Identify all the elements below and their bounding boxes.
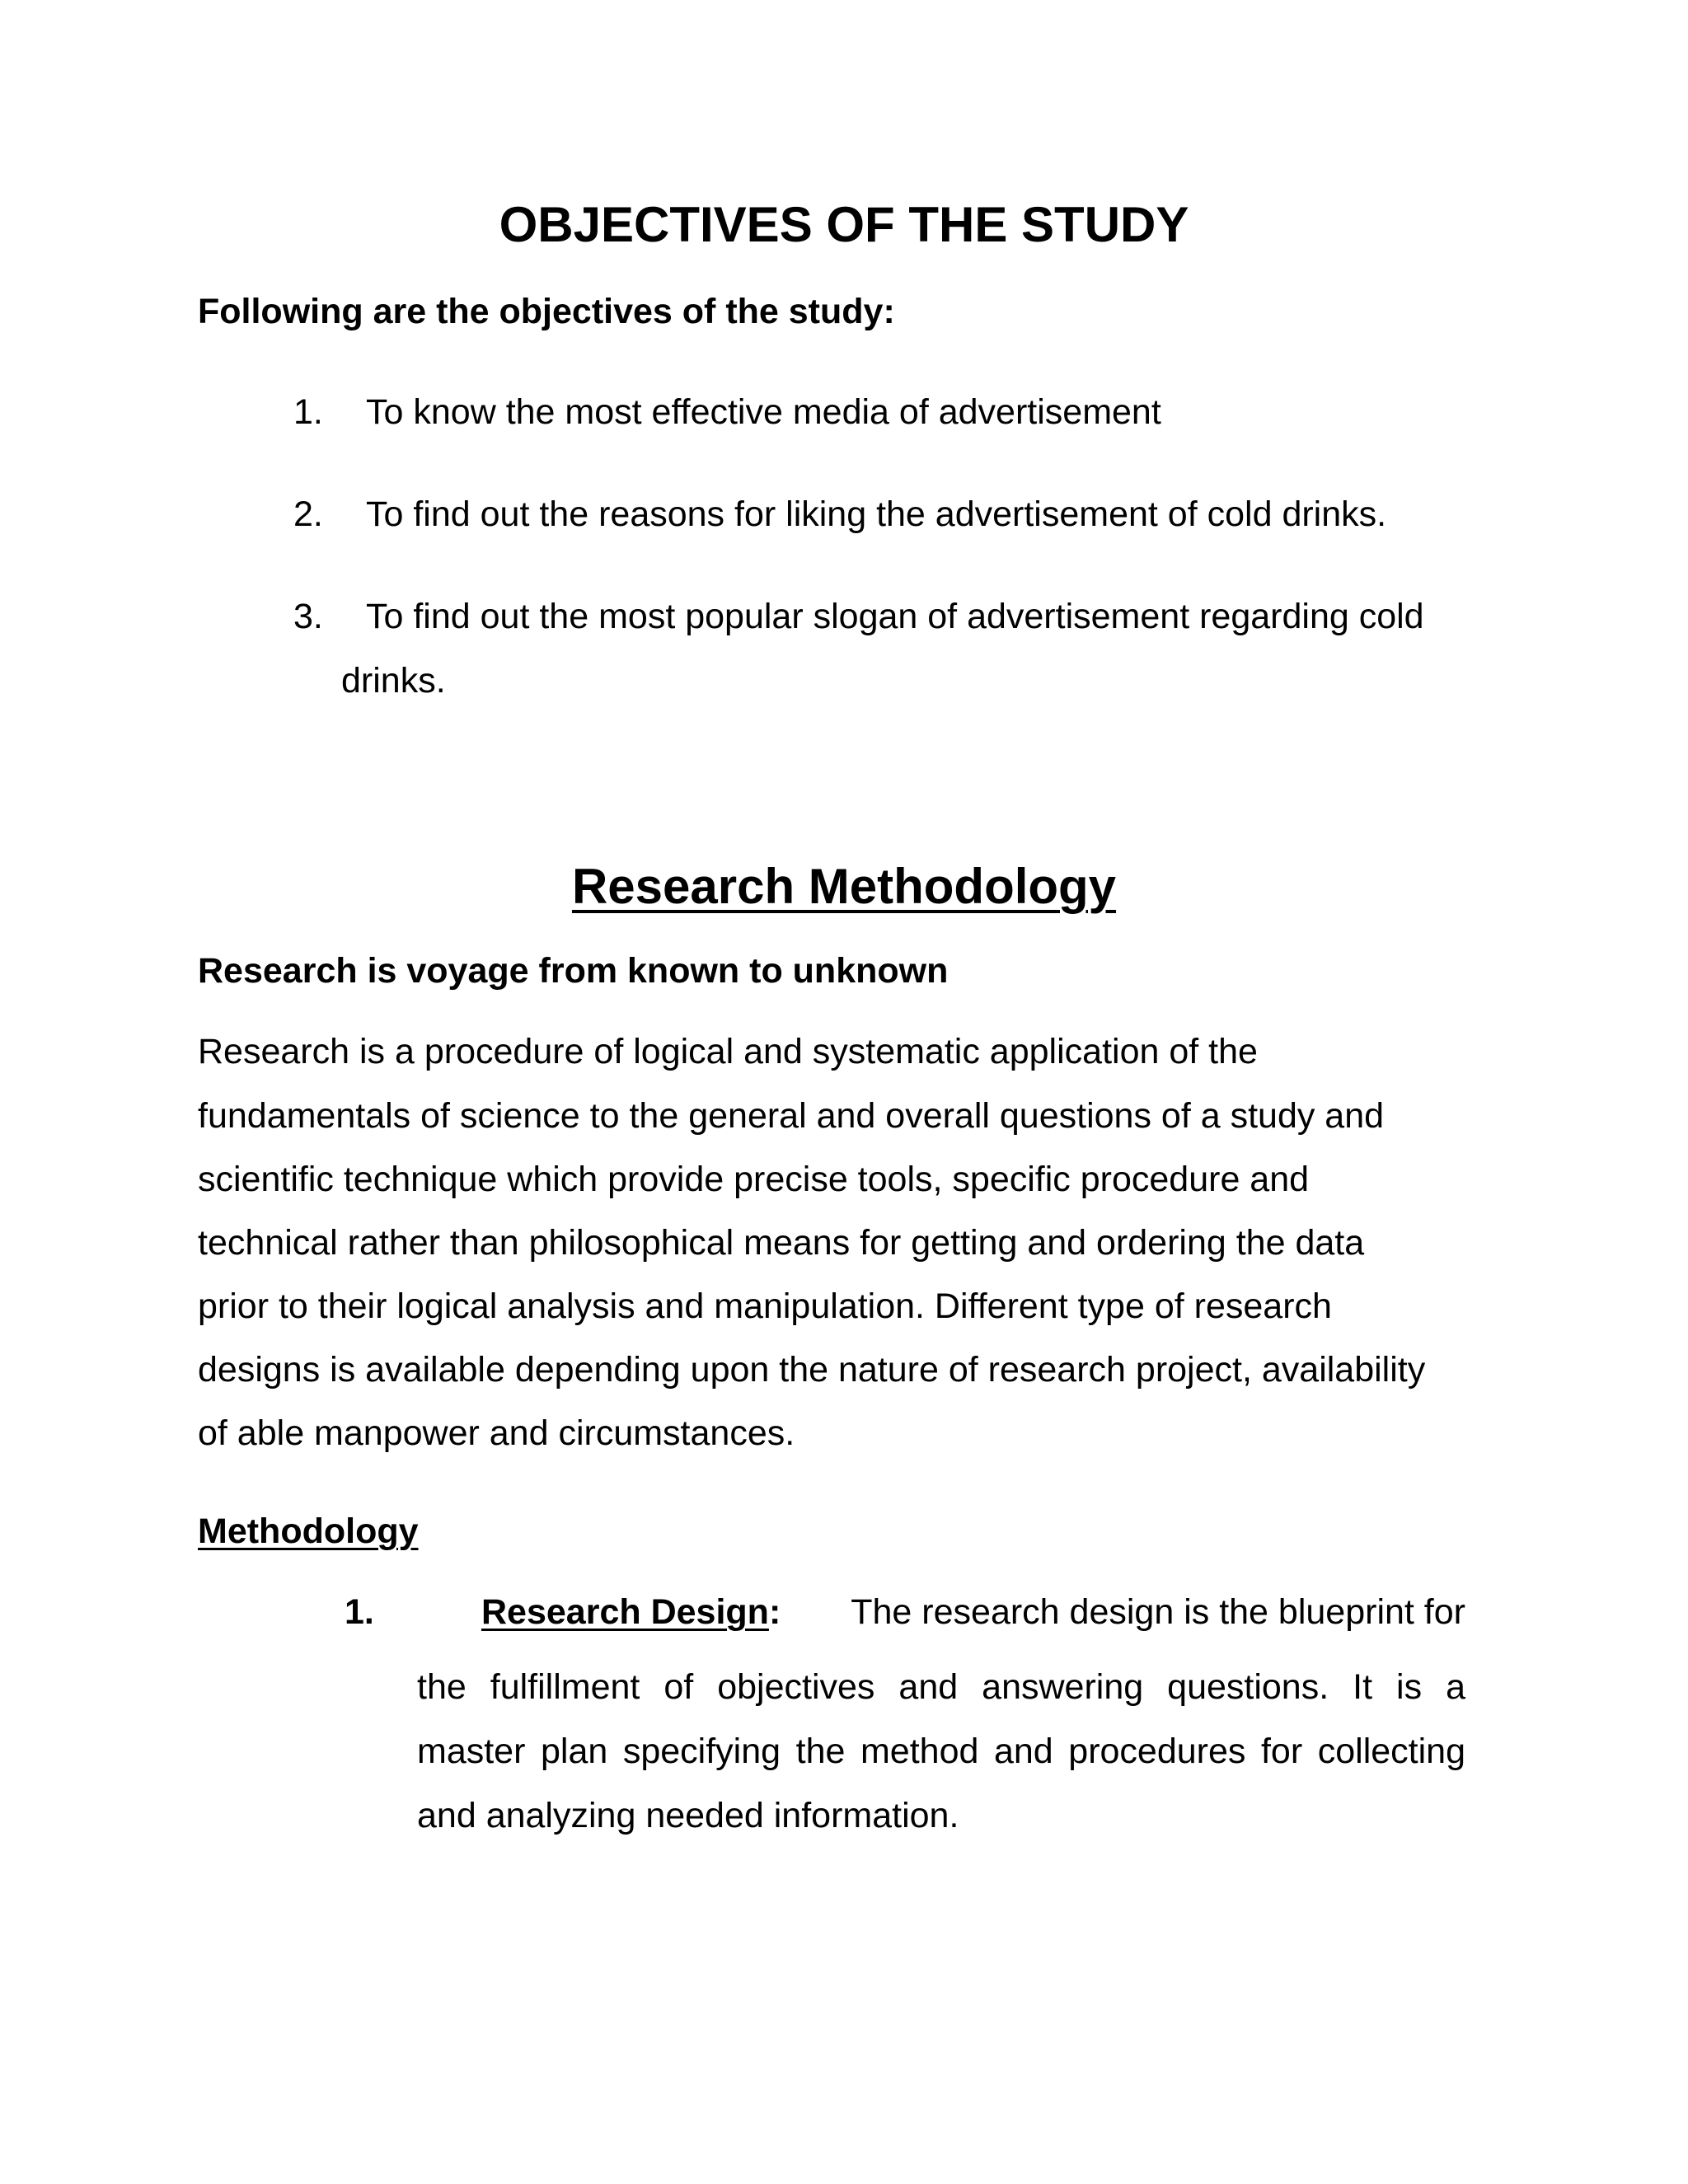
methodology-item-first-line-rest: The research design is the blueprint for	[851, 1592, 1465, 1632]
research-subtitle: Research is voyage from known to unknown	[198, 951, 949, 991]
objective-text-3-continuation: drinks.	[341, 661, 446, 701]
research-methodology-title	[0, 857, 1688, 916]
objectives-title: OBJECTIVES OF THE STUDY	[499, 197, 1189, 252]
methodology-item-body	[417, 1655, 1465, 1848]
research-methodology-title-text: Research Methodology	[571, 859, 1117, 914]
methodology-item-colon: :	[768, 1592, 781, 1632]
objective-text-3: To find out the most popular slogan of advertisement regarding cold	[366, 597, 1424, 636]
paragraph-line: scientific technique which provide precise tools, specific procedure and	[198, 1160, 1310, 1199]
methodology-heading	[198, 1510, 419, 1553]
methodology-item-first-line	[481, 1591, 1465, 1633]
paragraph-line: of able manpower and circumstances.	[198, 1413, 795, 1453]
methodology-item-title-group	[481, 1591, 781, 1633]
objectives-intro: Following are the objectives of the study:	[198, 292, 895, 331]
paragraph-line: fundamentals of science to the general and overall questions of a study and	[198, 1096, 1385, 1136]
methodology-heading-text: Methodology	[198, 1511, 419, 1551]
objective-number-3: 3.	[293, 597, 323, 636]
methodology-item-number: 1.	[345, 1592, 374, 1632]
paragraph-line: Research is a procedure of logical and systematic application of the	[198, 1032, 1258, 1071]
methodology-item-line: the fulfillment of objectives and answering questions. It is a	[417, 1667, 1465, 1707]
paragraph-line: prior to their logical analysis and manipulation. Different type of research	[198, 1286, 1332, 1326]
methodology-item-line: and analyzing needed information.	[417, 1796, 959, 1835]
objective-number-2: 2.	[293, 494, 323, 534]
objective-text-2: To find out the reasons for liking the advertisement of cold drinks.	[366, 494, 1387, 534]
paragraph-line: technical rather than philosophical means for getting and ordering the data	[198, 1223, 1365, 1263]
methodology-item-line: master plan specifying the method and procedures for collecting	[417, 1732, 1465, 1771]
objective-text-1: To know the most effective media of advertisement	[366, 392, 1161, 432]
methodology-item-title: Research Design	[481, 1592, 769, 1632]
objective-number-1: 1.	[293, 392, 323, 432]
paragraph-line: designs is available depending upon the nature of research project, availability	[198, 1350, 1426, 1390]
